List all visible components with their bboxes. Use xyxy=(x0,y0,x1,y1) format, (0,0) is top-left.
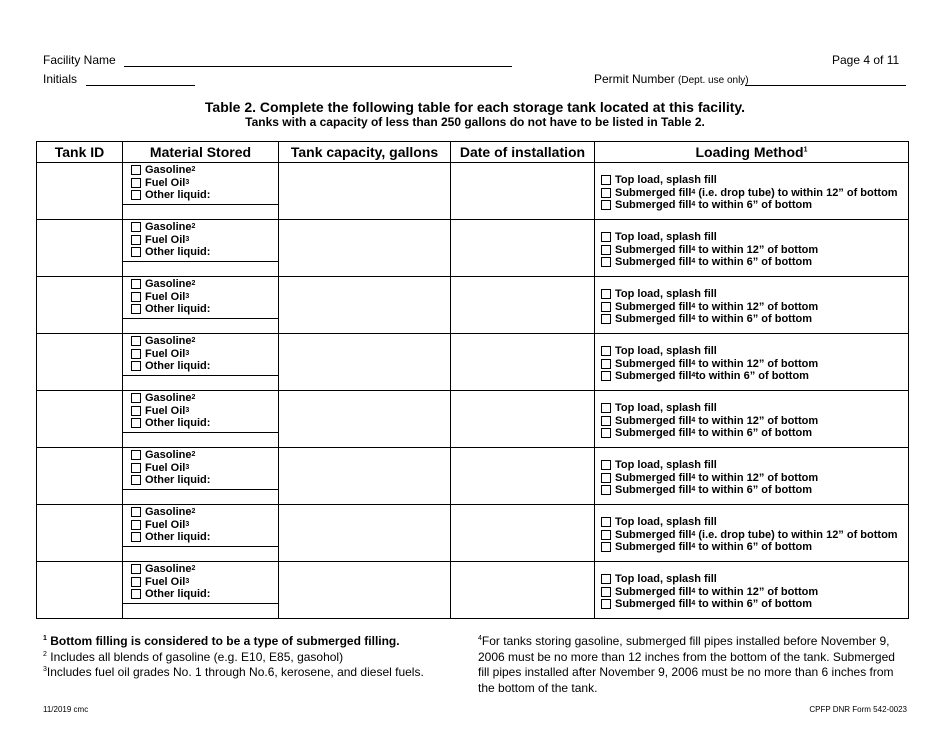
other-liquid-line[interactable] xyxy=(123,546,278,547)
date-installation-cell[interactable] xyxy=(451,277,595,334)
footnote-2 xyxy=(43,650,463,666)
loading-option: Submerged fill 4 to within 12” of bottom xyxy=(601,301,908,314)
table-row xyxy=(37,277,909,334)
loading-option xyxy=(601,459,908,472)
loading-checkbox[interactable] xyxy=(601,188,611,198)
footnotes-left xyxy=(43,634,463,681)
loading-method-label: Loading Method xyxy=(695,144,804,160)
loading-option-label: Top load, splash fill xyxy=(615,288,717,300)
loading-option-label: Submerged fill xyxy=(615,528,692,541)
loading-option-detail: to within 12” of bottom xyxy=(695,414,819,427)
other-liquid-line[interactable] xyxy=(123,432,278,433)
loading-checkbox[interactable] xyxy=(601,371,611,381)
loading-option-label: Top load, splash fill xyxy=(615,174,717,186)
material-option: Gasoline 2 xyxy=(131,506,278,519)
loading-option: Submerged fill 4 to within 6” of bottom xyxy=(601,484,908,497)
table-header-row xyxy=(37,142,909,163)
loading-checkbox[interactable] xyxy=(601,200,611,210)
material-checkbox[interactable] xyxy=(131,190,141,200)
loading-option: Submerged fill 4 to within 12” of bottom xyxy=(601,415,908,428)
footnote-3-sup: 3 xyxy=(43,666,47,673)
material-option-label: Other liquid: xyxy=(145,588,211,600)
storage-tank-table xyxy=(36,141,909,619)
material-option-label: Fuel Oil xyxy=(145,176,186,189)
loading-option: Submerged fill 4 to within 6” of bottom xyxy=(601,598,908,611)
material-checkbox[interactable] xyxy=(131,349,141,359)
material-option: Gasoline 2 xyxy=(131,563,278,576)
material-option: Gasoline 2 xyxy=(131,164,278,177)
material-option-label: Other liquid: xyxy=(145,246,211,258)
material-option-label: Fuel Oil xyxy=(145,404,186,417)
material-option: Fuel Oil 3 xyxy=(131,234,278,247)
table-row xyxy=(37,391,909,448)
loading-option: Submerged fill 4 to within 12” of bottom xyxy=(601,358,908,371)
tank-id-cell[interactable] xyxy=(37,220,123,277)
loading-checkbox[interactable] xyxy=(601,175,611,185)
loading-option-label: Top load, splash fill xyxy=(615,459,717,471)
loading-option-detail: (i.e. drop tube) to within 12” of bottom xyxy=(695,528,898,541)
material-stored-cell xyxy=(123,391,279,448)
table-row xyxy=(37,448,909,505)
loading-checkbox[interactable] xyxy=(601,587,611,597)
material-checkbox[interactable] xyxy=(131,222,141,232)
loading-method-cell xyxy=(595,505,909,562)
loading-option xyxy=(601,402,908,415)
material-option-label: Other liquid: xyxy=(145,189,211,201)
material-option: Fuel Oil 3 xyxy=(131,519,278,532)
tank-capacity-cell[interactable] xyxy=(279,505,451,562)
loading-option-detail: to within 6” of bottom xyxy=(695,484,813,496)
loading-option-label: Top load, splash fill xyxy=(615,516,717,528)
loading-option-label: Top load, splash fill xyxy=(615,402,717,414)
loading-checkbox[interactable] xyxy=(601,428,611,438)
tank-id-cell[interactable] xyxy=(37,448,123,505)
tank-id-cell[interactable] xyxy=(37,277,123,334)
material-checkbox[interactable] xyxy=(131,520,141,530)
footnote-2-text: Includes all blends of gasoline (e.g. E10, E85, gasohol) xyxy=(46,649,344,664)
material-option-label: Other liquid: xyxy=(145,360,211,372)
loading-option: Submerged fill 4 (i.e. drop tube) to within 12” of bottom xyxy=(601,529,908,542)
material-option-label: Fuel Oil xyxy=(145,290,186,303)
footnote-4 xyxy=(478,634,898,696)
tank-capacity-cell[interactable] xyxy=(279,562,451,619)
table-row xyxy=(37,562,909,619)
loading-checkbox[interactable] xyxy=(601,517,611,527)
loading-option-label: Submerged fill xyxy=(615,471,692,484)
material-option-label: Gasoline xyxy=(145,278,192,290)
material-option xyxy=(131,588,278,601)
col-tank-capacity: Tank capacity, gallons xyxy=(279,142,451,163)
material-option xyxy=(131,531,278,544)
loading-option xyxy=(601,288,908,301)
loading-method-cell xyxy=(595,163,909,220)
loading-checkbox[interactable] xyxy=(601,359,611,369)
loading-checkbox[interactable] xyxy=(601,346,611,356)
tank-id-cell[interactable] xyxy=(37,562,123,619)
material-checkbox[interactable] xyxy=(131,336,141,346)
footnote-2-sup: 2 xyxy=(43,650,47,658)
material-option-label: Gasoline xyxy=(145,221,192,233)
material-checkbox[interactable] xyxy=(131,475,141,485)
loading-option: Submerged fill 4 to within 6” of bottom xyxy=(601,313,908,326)
material-option: Gasoline 2 xyxy=(131,335,278,348)
loading-option: Submerged fill 4 to within 6” of bottom xyxy=(601,256,908,269)
footnote-3 xyxy=(43,665,463,681)
loading-method-cell xyxy=(595,334,909,391)
loading-option-label: Top load, splash fill xyxy=(615,345,717,357)
date-installation-cell[interactable] xyxy=(451,448,595,505)
loading-option-label: Submerged fill xyxy=(615,427,692,439)
tank-id-cell[interactable] xyxy=(37,163,123,220)
material-option-label: Fuel Oil xyxy=(145,518,186,531)
material-option-label: Gasoline xyxy=(145,164,192,176)
loading-option xyxy=(601,573,908,586)
date-installation-cell[interactable] xyxy=(451,391,595,448)
loading-option-label: Submerged fill xyxy=(615,414,692,427)
material-option xyxy=(131,360,278,373)
footnote-1 xyxy=(43,634,463,650)
loading-option-detail: to within 6” of bottom xyxy=(695,427,813,439)
material-option-label: Fuel Oil xyxy=(145,575,186,588)
permit-label-text: Permit Number xyxy=(594,72,675,86)
loading-option-detail: to within 12” of bottom xyxy=(695,585,819,598)
footnote-1-sup: 1 xyxy=(43,635,47,642)
loading-option-detail: to within 6” of bottom xyxy=(695,598,813,610)
loading-option-label: Submerged fill xyxy=(615,313,692,325)
material-option: Fuel Oil 3 xyxy=(131,405,278,418)
material-option: Fuel Oil 3 xyxy=(131,291,278,304)
loading-option-label: Submerged fill xyxy=(615,585,692,598)
material-stored-cell xyxy=(123,220,279,277)
other-liquid-line[interactable] xyxy=(123,318,278,319)
loading-method-cell xyxy=(595,448,909,505)
material-stored-cell xyxy=(123,334,279,391)
loading-option-label: Submerged fill xyxy=(615,598,692,610)
col-material-stored: Material Stored xyxy=(123,142,279,163)
material-option-label: Gasoline xyxy=(145,563,192,575)
loading-option-label: Submerged fill xyxy=(615,300,692,313)
loading-checkbox[interactable] xyxy=(601,232,611,242)
loading-checkbox[interactable] xyxy=(601,460,611,470)
loading-option-label: Submerged fill xyxy=(615,484,692,496)
loading-option-label: Submerged fill xyxy=(615,370,692,382)
material-checkbox[interactable] xyxy=(131,361,141,371)
col-loading-method xyxy=(595,142,909,163)
loading-method-cell xyxy=(595,277,909,334)
footnote-1-text: Bottom filling is considered to be a type of submerged filling. xyxy=(46,634,400,648)
material-checkbox[interactable] xyxy=(131,463,141,473)
material-stored-cell xyxy=(123,505,279,562)
material-checkbox[interactable] xyxy=(131,418,141,428)
material-option: Fuel Oil 3 xyxy=(131,348,278,361)
table-title: Table 2. Complete the following table for each storage tank located at this facility. xyxy=(204,99,746,115)
loading-checkbox[interactable] xyxy=(601,302,611,312)
date-installation-cell[interactable] xyxy=(451,505,595,562)
date-installation-cell[interactable] xyxy=(451,334,595,391)
tank-capacity-cell[interactable] xyxy=(279,220,451,277)
loading-checkbox[interactable] xyxy=(601,530,611,540)
loading-option-detail: to within 12” of bottom xyxy=(695,300,819,313)
loading-checkbox[interactable] xyxy=(601,473,611,483)
date-installation-cell[interactable] xyxy=(451,220,595,277)
material-option: Gasoline 2 xyxy=(131,278,278,291)
initials-label: Initials xyxy=(43,72,78,86)
tank-capacity-cell[interactable] xyxy=(279,391,451,448)
material-option: Gasoline 2 xyxy=(131,221,278,234)
loading-option-detail: to within 6” of bottom xyxy=(695,199,813,211)
loading-checkbox[interactable] xyxy=(601,314,611,324)
loading-option-detail: to within 6” of bottom xyxy=(695,313,813,325)
material-option-label: Gasoline xyxy=(145,506,192,518)
material-option: Fuel Oil 3 xyxy=(131,462,278,475)
material-option-label: Gasoline xyxy=(145,335,192,347)
material-checkbox[interactable] xyxy=(131,304,141,314)
material-option xyxy=(131,417,278,430)
tank-id-cell[interactable] xyxy=(37,391,123,448)
date-installation-cell[interactable] xyxy=(451,163,595,220)
material-checkbox[interactable] xyxy=(131,507,141,517)
other-liquid-line[interactable] xyxy=(123,489,278,490)
other-liquid-line[interactable] xyxy=(123,204,278,205)
loading-checkbox[interactable] xyxy=(601,416,611,426)
material-option-label: Gasoline xyxy=(145,449,192,461)
material-option-label: Gasoline xyxy=(145,392,192,404)
material-stored-cell xyxy=(123,277,279,334)
page-number: Page 4 of 11 xyxy=(832,53,900,67)
loading-option: Submerged fill 4 to within 12” of bottom xyxy=(601,244,908,257)
loading-option-label: Submerged fill xyxy=(615,243,692,256)
table-row xyxy=(37,334,909,391)
material-option-label: Other liquid: xyxy=(145,531,211,543)
loading-option-detail: to within 12” of bottom xyxy=(695,471,819,484)
loading-checkbox[interactable] xyxy=(601,403,611,413)
loading-method-cell xyxy=(595,220,909,277)
material-option xyxy=(131,246,278,259)
other-liquid-line[interactable] xyxy=(123,375,278,376)
material-checkbox[interactable] xyxy=(131,279,141,289)
permit-note: (Dept. use only) xyxy=(678,75,749,86)
loading-checkbox[interactable] xyxy=(601,574,611,584)
loading-checkbox[interactable] xyxy=(601,542,611,552)
other-liquid-line[interactable] xyxy=(123,603,278,604)
loading-option-label: Submerged fill xyxy=(615,256,692,268)
material-option: Gasoline 2 xyxy=(131,449,278,462)
material-option: Fuel Oil 3 xyxy=(131,576,278,589)
permit-number-field[interactable] xyxy=(745,85,906,86)
footnote-4-text: For tanks storing gasoline, submerged fill pipes installed before November 9, 2006 must be no more than 12 inches from the bottom of the tank. Submerged fill pipes installed after November 9, 2006 must be no more than 6 inches from the bottom of the tank. xyxy=(478,634,895,695)
loading-option: Submerged fill 4 to within 12” of bottom xyxy=(601,472,908,485)
loading-checkbox[interactable] xyxy=(601,257,611,267)
loading-option-label: Submerged fill xyxy=(615,541,692,553)
loading-option-label: Top load, splash fill xyxy=(615,231,717,243)
tank-capacity-cell[interactable] xyxy=(279,277,451,334)
initials-field[interactable] xyxy=(86,85,195,86)
other-liquid-line[interactable] xyxy=(123,261,278,262)
material-checkbox[interactable] xyxy=(131,532,141,542)
material-option xyxy=(131,189,278,202)
permit-number-label xyxy=(594,72,749,86)
loading-option: Submerged fill 4 to within 12” of bottom xyxy=(601,586,908,599)
table-row xyxy=(37,505,909,562)
date-installation-cell[interactable] xyxy=(451,562,595,619)
loading-option-detail: to within 6” of bottom xyxy=(695,541,813,553)
tank-id-cell[interactable] xyxy=(37,334,123,391)
material-checkbox[interactable] xyxy=(131,564,141,574)
material-checkbox[interactable] xyxy=(131,178,141,188)
loading-option-label: Top load, splash fill xyxy=(615,573,717,585)
loading-option-label: Submerged fill xyxy=(615,199,692,211)
material-option: Gasoline 2 xyxy=(131,392,278,405)
footer-form-number: CPFP DNR Form 542-0023 xyxy=(809,705,907,714)
footnote-3-text: Includes fuel oil grades No. 1 through No.6, kerosene, and diesel fuels. xyxy=(46,665,424,679)
table-row xyxy=(37,163,909,220)
material-stored-cell xyxy=(123,163,279,220)
material-checkbox[interactable] xyxy=(131,589,141,599)
material-option-label: Other liquid: xyxy=(145,474,211,486)
tank-id-cell[interactable] xyxy=(37,505,123,562)
loading-method-cell xyxy=(595,391,909,448)
material-option xyxy=(131,303,278,316)
loading-option xyxy=(601,345,908,358)
facility-name-field[interactable] xyxy=(124,66,512,67)
material-option-label: Fuel Oil xyxy=(145,233,186,246)
loading-option-detail: to within 12” of bottom xyxy=(695,243,819,256)
material-checkbox[interactable] xyxy=(131,235,141,245)
material-checkbox[interactable] xyxy=(131,247,141,257)
loading-checkbox[interactable] xyxy=(601,485,611,495)
loading-method-sup: 1 xyxy=(803,146,808,154)
tank-capacity-cell[interactable] xyxy=(279,163,451,220)
loading-checkbox[interactable] xyxy=(601,599,611,609)
table-row xyxy=(37,220,909,277)
loading-checkbox[interactable] xyxy=(601,289,611,299)
col-date-installation: Date of installation xyxy=(451,142,595,163)
loading-option xyxy=(601,231,908,244)
loading-option: Submerged fill 4 to within 6” of bottom xyxy=(601,199,908,212)
loading-option-detail: to within 12” of bottom xyxy=(695,357,819,370)
loading-option-label: Submerged fill xyxy=(615,357,692,370)
loading-option xyxy=(601,174,908,187)
material-option-label: Fuel Oil xyxy=(145,461,186,474)
material-option: Fuel Oil 3 xyxy=(131,177,278,190)
loading-checkbox[interactable] xyxy=(601,245,611,255)
material-checkbox[interactable] xyxy=(131,450,141,460)
material-checkbox[interactable] xyxy=(131,393,141,403)
loading-option xyxy=(601,516,908,529)
col-tank-id: Tank ID xyxy=(37,142,123,163)
tank-capacity-cell[interactable] xyxy=(279,334,451,391)
loading-option: Submerged fill 4 to within 6” of bottom xyxy=(601,370,908,383)
loading-option: Submerged fill 4 (i.e. drop tube) to within 12” of bottom xyxy=(601,187,908,200)
facility-name-label: Facility Name xyxy=(43,53,116,67)
material-checkbox[interactable] xyxy=(131,406,141,416)
material-option-label: Fuel Oil xyxy=(145,347,186,360)
material-option-label: Other liquid: xyxy=(145,303,211,315)
material-checkbox[interactable] xyxy=(131,292,141,302)
loading-option: Submerged fill 4 to within 6” of bottom xyxy=(601,427,908,440)
loading-option-detail: (i.e. drop tube) to within 12” of bottom xyxy=(695,186,898,199)
loading-option-detail: to within 6” of bottom xyxy=(695,256,813,268)
loading-option: Submerged fill 4 to within 6” of bottom xyxy=(601,541,908,554)
footer-date: 11/2019 cmc xyxy=(43,705,89,714)
table-subtitle: Tanks with a capacity of less than 250 gallons do not have to be listed in Table 2. xyxy=(245,115,705,129)
material-stored-cell xyxy=(123,562,279,619)
loading-option-detail: to within 6” of bottom xyxy=(695,370,809,382)
loading-method-cell xyxy=(595,562,909,619)
tank-capacity-cell[interactable] xyxy=(279,448,451,505)
material-option xyxy=(131,474,278,487)
material-option-label: Other liquid: xyxy=(145,417,211,429)
loading-option-label: Submerged fill xyxy=(615,186,692,199)
material-checkbox[interactable] xyxy=(131,165,141,175)
footnote-4-sup: 4 xyxy=(478,635,482,642)
material-stored-cell xyxy=(123,448,279,505)
material-checkbox[interactable] xyxy=(131,577,141,587)
